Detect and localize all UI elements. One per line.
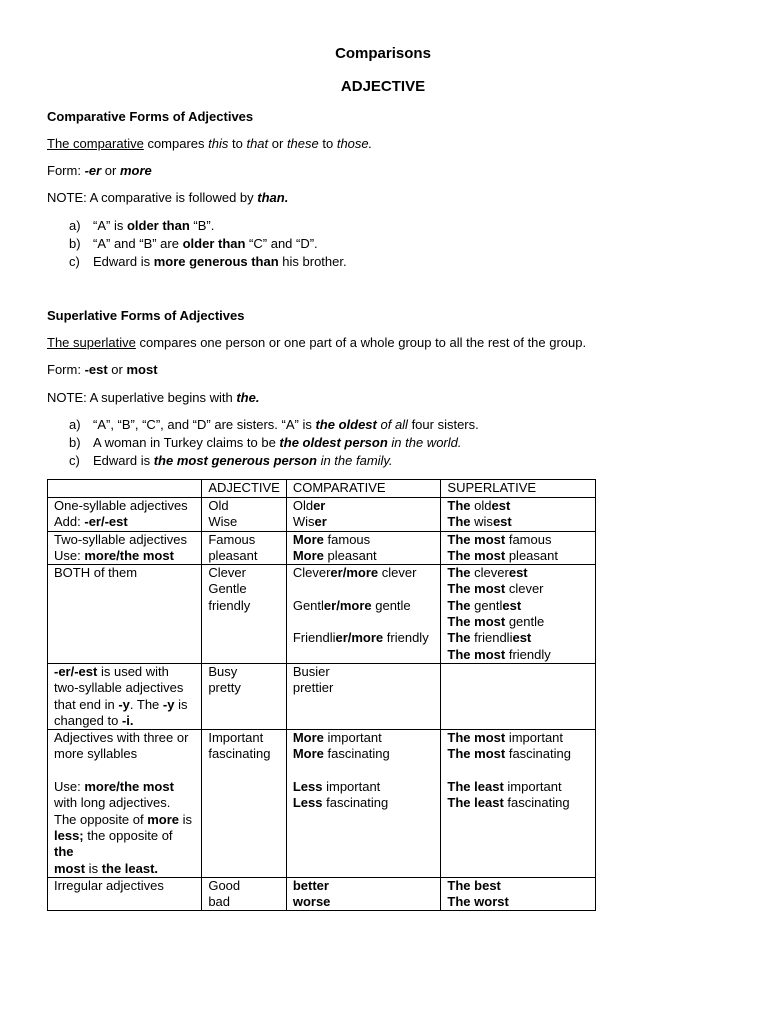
adjective-cell: Old Wise: [202, 498, 287, 532]
adjective-forms-table: [47, 479, 596, 911]
comparative-cell: Cleverer/more clever Gentler/more gentle Friendlier/more friendly: [286, 565, 441, 664]
rule-cell: One-syllable adjectives Add: -er/-est: [48, 498, 202, 532]
superlative-note: NOTE: A superlative begins with the.: [47, 390, 260, 405]
comparative-cell: Older Wiser: [286, 498, 441, 532]
comparative-cell: More important More fascinating Less important Less fascinating: [286, 730, 441, 878]
comparative-examples: [47, 218, 347, 272]
comparative-intro: The comparative compares this to that or these to those.: [47, 136, 373, 151]
table-row: [48, 531, 596, 565]
table-header-cell: SUPERLATIVE: [441, 480, 596, 498]
superlative-cell: The oldest The wisest: [441, 498, 596, 532]
table-header-cell: COMPARATIVE: [286, 480, 441, 498]
superlative-intro: The superlative compares one person or one part of a whole group to all the rest of the group.: [47, 335, 587, 350]
list-item: b) A woman in Turkey claims to be the oldest person in the world.: [69, 435, 462, 450]
list-item: a) “A”, “B”, “C”, and “D” are sisters. “A” is the oldest of all four sisters.: [69, 417, 479, 432]
list-item: c) Edward is the most generous person in the family.: [69, 453, 393, 468]
rule-cell: -er/-est is used with two-syllable adjectives that end in -y. The -y is changed to -i.: [48, 663, 202, 729]
table-row: [48, 730, 596, 878]
comparative-form: Form: -er or more: [47, 163, 152, 178]
page-title: Comparisons: [335, 45, 431, 62]
superlative-heading: Superlative Forms of Adjectives: [47, 308, 245, 323]
adjective-cell: Clever Gentle friendly: [202, 565, 287, 664]
adjective-cell: Famous pleasant: [202, 531, 287, 565]
adjective-cell: Important fascinating: [202, 730, 287, 878]
table-row: [48, 877, 596, 911]
adjective-cell: Busy pretty: [202, 663, 287, 729]
superlative-cell: [441, 663, 596, 729]
comparative-cell: More famous More pleasant: [286, 531, 441, 565]
list-item: c) Edward is more generous than his brother.: [69, 254, 347, 269]
rule-cell: Adjectives with three or more syllables Use: more/the most with long adjectives. The opposite of more is less; the opposite of the most is the least.: [48, 730, 202, 878]
comparative-note: NOTE: A comparative is followed by than.: [47, 190, 289, 205]
adjective-cell: Good bad: [202, 877, 287, 911]
rule-cell: Two-syllable adjectives Use: more/the most: [48, 531, 202, 565]
superlative-examples: [47, 417, 479, 471]
page-subtitle: ADJECTIVE: [340, 78, 426, 95]
superlative-cell: The cleverest The most clever The gentlest The most gentle The friendliest The most friendly: [441, 565, 596, 664]
rule-cell: BOTH of them: [48, 565, 202, 664]
comparative-heading: Comparative Forms of Adjectives: [47, 109, 254, 124]
superlative-cell: The most important The most fascinating The least important The least fascinating: [441, 730, 596, 878]
comparative-cell: better worse: [286, 877, 441, 911]
superlative-cell: The best The worst: [441, 877, 596, 911]
list-item: a) “A” is older than “B”.: [69, 218, 215, 233]
superlative-cell: The most famous The most pleasant: [441, 531, 596, 565]
table-row: [48, 498, 596, 532]
table-row: [48, 663, 596, 729]
table-header-row: [48, 480, 596, 498]
table-header-cell: [48, 480, 202, 498]
table-row: [48, 565, 596, 664]
rule-cell: Irregular adjectives: [48, 877, 202, 911]
comparative-cell: Busier prettier: [286, 663, 441, 729]
superlative-form: Form: -est or most: [47, 362, 158, 377]
table-header-cell: ADJECTIVE: [202, 480, 287, 498]
list-item: b) “A” and “B” are older than “C” and “D”.: [69, 236, 318, 251]
